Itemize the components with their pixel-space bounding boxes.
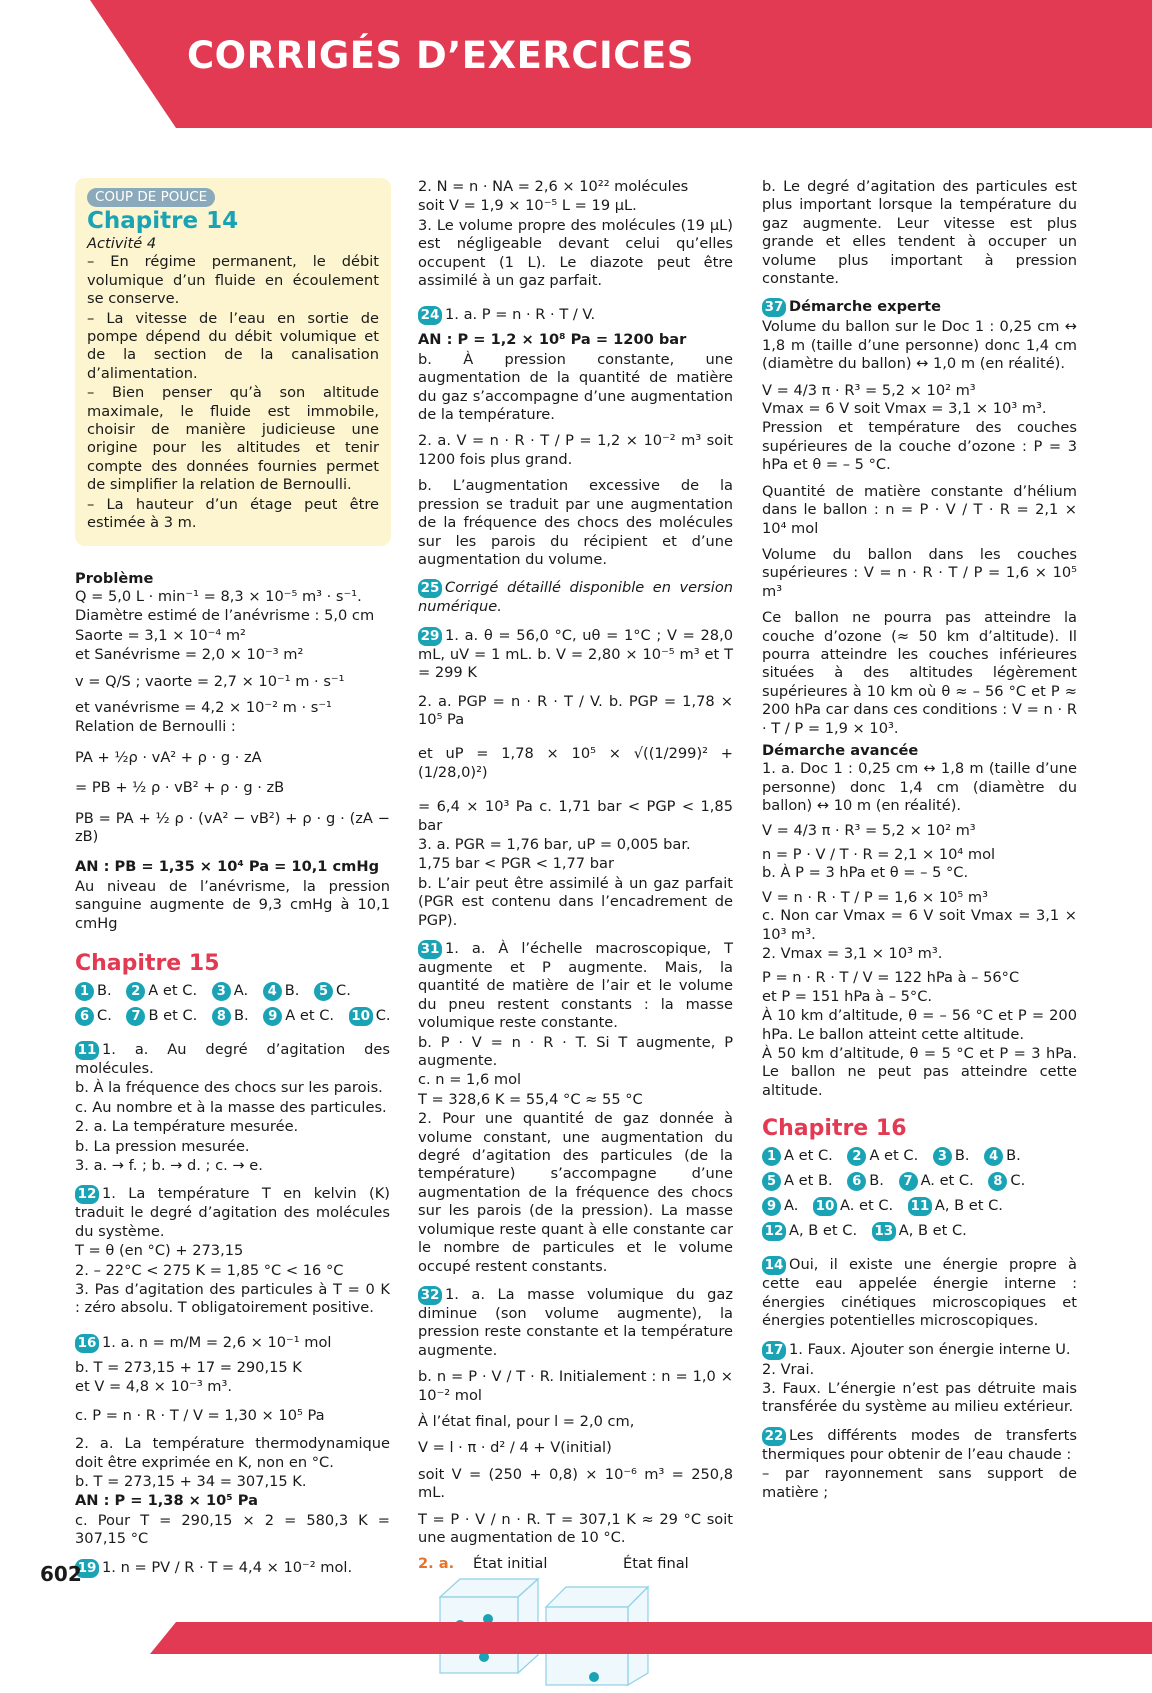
qcm-number: 9	[762, 1197, 781, 1216]
tip-line: – La vitesse de l’eau en sortie de pompe dépend du débit volumique et de la section de la canalisation d’alimentation.	[87, 309, 379, 382]
exercise-line: 2. a. PGP = n · R · T / V. b. PGP = 1,78 × 10⁵ Pa	[418, 692, 733, 728]
exercise-line: et uP = 1,78 × 10⁵ × √((1/299)² + (1/28,0)²)	[418, 745, 733, 781]
exercise-line: soit V = (250 + 0,8) × 10⁻⁶ m³ = 250,8 mL.	[418, 1465, 733, 1502]
qcm-number: 12	[762, 1222, 786, 1241]
exercise-number: 25	[418, 579, 442, 598]
qcm-number: 5	[314, 982, 333, 1001]
exercise-line: b. n = P · V / T · R. Initialement : n = 1,0 × 10⁻² mol	[418, 1368, 733, 1404]
exercise-line: 1. Faux. Ajouter son énergie interne U.	[789, 1340, 1071, 1358]
exercise-line: – par rayonnement sans support de matière ;	[762, 1465, 1077, 1501]
exercise-line: Quantité de matière constante d’hélium dans le ballon : n = P · V / T · R = 2,1 × 10⁴ mol	[762, 482, 1077, 537]
column-2	[418, 178, 733, 1693]
exercise-number: 24	[418, 306, 442, 325]
exercise-25	[418, 579, 733, 616]
qcm-answer: A et B.	[784, 1172, 833, 1190]
exercise-line: b. L’air peut être assimilé à un gaz parfait (PGR est contenu dans l’encadrement de PGP).	[418, 874, 733, 929]
qcm-number: 7	[126, 1007, 145, 1026]
qcm-number: 7	[899, 1172, 918, 1191]
qcm-number: 13	[872, 1222, 896, 1241]
exercise-number: 31	[418, 940, 442, 959]
exercise-line: c. Pour T = 290,15 × 2 = 580,3 K = 307,15 °C	[75, 1511, 390, 1548]
qcm16-row-3	[762, 1197, 1077, 1216]
problem-line: AN : PB = 1,35 × 10⁴ Pa = 10,1 cmHg	[75, 858, 380, 876]
exercise-line: 2. a.	[418, 1555, 455, 1573]
qcm-answer: B.	[869, 1172, 884, 1190]
qcm-answer: B.	[1006, 1147, 1021, 1165]
qcm-number: 9	[263, 1007, 282, 1026]
qcm16-row-1	[762, 1147, 1077, 1166]
exercise-11	[75, 1041, 390, 1078]
problem-line: Saorte = 3,1 × 10⁻⁴ m²	[75, 626, 246, 644]
intro-line: 3. Le volume propre des molécules (19 µL) est négligeable devant celui qu’elles occupent (1 L). Le diazote peut être assimilé à un gaz parfait.	[418, 216, 733, 290]
page-number: 602	[40, 1562, 82, 1586]
qcm-number: 10	[813, 1197, 837, 1216]
qcm-answer: A et C.	[285, 1007, 335, 1024]
tip-badge: COUP DE POUCE	[87, 188, 215, 207]
problem-line: Au niveau de l’anévrisme, la pression sanguine augmente de 9,3 cmHg à 10,1 cmHg	[75, 877, 390, 932]
qcm-answer: B et C.	[148, 1007, 198, 1024]
exercise-line: 1. n = PV / R · T = 4,4 × 10⁻² mol.	[102, 1558, 353, 1576]
qcm-number: 8	[988, 1172, 1007, 1191]
exercise-number: 17	[762, 1341, 786, 1360]
exercise-line: b. À la fréquence des chocs sur les parois.	[75, 1079, 383, 1097]
exercise-line: 2. – 22°C < 275 K = 1,85 °C < 16 °C	[75, 1261, 344, 1279]
qcm-number: 3	[933, 1147, 952, 1166]
exercise-line: T = θ (en °C) + 273,15	[75, 1242, 244, 1260]
problem-line: PA + ½ρ · vA² + ρ · g · zA	[75, 748, 262, 766]
exercise-line: b. P · V = n · R · T. Si T augmente, P augmente.	[418, 1033, 733, 1070]
exercise-line: b. La pression mesurée.	[75, 1137, 250, 1155]
exercise-line: b. T = 273,15 + 17 = 290,15 K	[75, 1358, 302, 1376]
exercise-line: 1. a. P = n · R · T / V.	[445, 306, 596, 324]
qcm-answer: B.	[954, 1147, 970, 1165]
exercise-line: 1. a. La masse volumique du gaz diminue (son volume augmente), la pression reste constante et la température augmente.	[418, 1285, 733, 1359]
qcm-number: 8	[212, 1007, 231, 1026]
exercise-line: c. Au nombre et à la masse des particules.	[75, 1098, 387, 1116]
qcm-number: 2	[847, 1147, 866, 1166]
exercise-line: Volume du ballon dans les couches supérieures : V = n · R · T / P = 1,6 × 10⁵ m³	[762, 545, 1077, 600]
exercise-line: V = l · π · d² / 4 + V(initial)	[418, 1439, 612, 1457]
exercise-line: b. T = 273,15 + 34 = 307,15 K.	[75, 1472, 307, 1490]
exercise-number: 14	[762, 1256, 786, 1275]
qcm-answer: A. et C.	[840, 1197, 894, 1215]
advanced-line: P = n · R · T / V = 122 hPa à – 56°C	[762, 969, 1020, 987]
exercise-text: Oui, il existe une énergie propre à cette eau appelée énergie interne : énergies cinétiques microscopiques et énergies potentielles microscopiques.	[762, 1256, 1077, 1330]
qcm-number: 4	[263, 982, 282, 1001]
exercise-37	[762, 298, 1077, 317]
qcm-answer: A, B et C.	[934, 1197, 1003, 1215]
problem-line: v = Q/S ; vaorte = 2,7 × 10⁻¹ m · s⁻¹	[75, 672, 345, 690]
advanced-line: c. Non car Vmax = 6 V soit Vmax = 3,1 × 10³ m³.	[762, 907, 1077, 943]
problem-line: PB = PA + ½ ρ · (vA² − vB²) + ρ · g · (zA − zB)	[75, 809, 390, 845]
qcm-answer: C.	[336, 982, 351, 999]
exercise-number: 12	[75, 1185, 99, 1204]
exercise-line: Ce ballon ne pourra pas atteindre la couche d’ozone (≈ 50 km d’altitude). Il pourra atteindre les couches inférieures situées à des altitudes légèrement supérieures à 10 km où θ ≈ – 56 °C et P ≈ 200 hPa car dans ces conditions : V = n · R · T / P = 1,9 × 10³.	[762, 609, 1077, 737]
exercise-text: Corrigé détaillé disponible en version numérique.	[418, 579, 733, 616]
exercise-line: 2. Pour une quantité de gaz donnée à volume constant, une augmentation du degré d’agitation des particules (de la température) s’accompagne d’une augmentation de la fréquence des chocs sur les parois (de la pression). La masse volumique reste quant à elle constante car le nombre de particules et le volume occupé restent constants.	[418, 1110, 733, 1275]
particle	[589, 1672, 599, 1682]
exercise-line: Volume du ballon sur le Doc 1 : 0,25 cm ↔ 1,8 m (taille d’une personne) donc 1,4 cm (diamètre du ballon) ↔ 1,0 m (en réalité).	[762, 318, 1077, 373]
exercise-number: 11	[75, 1041, 99, 1060]
qcm-number: 2	[126, 982, 145, 1001]
qcm15-row-2	[75, 1007, 390, 1026]
exercise-29	[418, 627, 733, 683]
tip-box	[75, 178, 391, 546]
chapter-16-title: Chapitre 16	[762, 1116, 907, 1142]
exercise-line: 2. a. V = n · R · T / P = 1,2 × 10⁻² m³ soit 1200 fois plus grand.	[418, 432, 733, 468]
exercise-line: 1. a. Au degré d’agitation des molécules.	[75, 1041, 390, 1077]
exercise-line: c. P = n · R · T / V = 1,30 × 10⁵ Pa	[75, 1406, 325, 1424]
qcm-number: 10	[349, 1007, 373, 1026]
exercise-17	[762, 1341, 1077, 1360]
exercise-line: b. À pression constante, une augmentation de la quantité de matière du gaz s’accompagne d’une augmentation de la température.	[418, 350, 733, 424]
qcm-number: 1	[75, 982, 94, 1001]
exercise-line: T = P · V / n · R. T = 307,1 K ≈ 29 °C soit une augmentation de 10 °C.	[418, 1510, 733, 1546]
exercise-16	[75, 1334, 390, 1353]
exercise-24	[418, 306, 733, 325]
intro-line: 2. N = n · NA = 2,6 × 10²² molécules	[418, 178, 689, 195]
qcm-answer: A, B et C.	[898, 1222, 967, 1240]
intro-paragraph: b. Le degré d’agitation des particules est plus important lorsque la température du gaz augmente. Leur vitesse est plus grande et elles tendent à occuper un volume plus important à pression constante.	[762, 178, 1077, 288]
qcm-number: 5	[762, 1172, 781, 1191]
qcm-answer: B.	[97, 982, 112, 999]
qcm-number: 6	[75, 1007, 94, 1026]
exercise-number: 37	[762, 298, 786, 317]
exercise-22	[762, 1427, 1077, 1464]
exercise-line: 1. a. θ = 56,0 °C, uθ = 1°C ; V = 28,0 mL, uV = 1 mL. b. V = 2,80 × 10⁻⁵ m³ et T = 299 K	[418, 626, 733, 682]
exercise-line: c. n = 1,6 mol	[418, 1071, 522, 1089]
exercise-line: 3. Pas d’agitation des particules à T = 0 K : zéro absolu. T obligatoirement positive.	[75, 1281, 390, 1317]
header-banner	[0, 0, 1152, 128]
exercise-line: 3. a. PGR = 1,76 bar, uP = 0,005 bar.	[418, 835, 691, 853]
exercise-line: Pression et température des couches supérieures de la couche d’ozone : P = 3 hPa et θ = – 5 °C.	[762, 419, 1077, 474]
qcm-answer: A.	[233, 982, 249, 999]
tip-chapter: Chapitre 14	[87, 208, 239, 234]
qcm-answer: C.	[1010, 1172, 1026, 1190]
footer-band	[0, 1622, 1152, 1654]
advanced-line: n = P · V / T · R = 2,1 × 10⁴ mol	[762, 846, 996, 863]
qcm-answer: C.	[97, 1007, 112, 1024]
exercise-line: 3. a. → f. ; b. → d. ; c. → e.	[75, 1157, 263, 1175]
advanced-line: b. À P = 3 hPa et θ = – 5 °C.	[762, 864, 969, 882]
exercise-12	[75, 1185, 390, 1241]
qcm-answer: A et C.	[148, 982, 198, 999]
exercise-line: 3. Faux. L’énergie n’est pas détruite mais transférée du système au milieu extérieur.	[762, 1379, 1077, 1416]
tip-line: – La hauteur d’un étage peut être estimée à 3 m.	[87, 495, 379, 532]
exercise-line: AN : P = 1,2 × 10⁸ Pa = 1200 bar	[418, 331, 687, 349]
exercise-31	[418, 940, 733, 1033]
qcm-answer: A.	[784, 1197, 799, 1215]
qcm-answer: A. et C.	[920, 1172, 974, 1190]
exercise-line: 1. La température T en kelvin (K) traduit le degré d’agitation des molécules du système.	[75, 1185, 390, 1240]
intro-line: soit V = 1,9 × 10⁻⁵ L = 19 µL.	[418, 197, 637, 215]
qcm-answer: C.	[375, 1007, 391, 1024]
qcm-number: 6	[847, 1172, 866, 1191]
exercise-number: 19	[75, 1559, 99, 1578]
advanced-line: À 10 km d’altitude, θ = – 56 °C et P = 200 hPa. Le ballon atteint cette altitude.	[762, 1007, 1077, 1043]
exercise-number: 16	[75, 1334, 99, 1353]
qcm-number: 11	[908, 1197, 932, 1216]
page-title: CORRIGÉS D’EXERCICES	[187, 34, 694, 77]
qcm15-row-1	[75, 982, 390, 1001]
figure-label-initial: État initial	[473, 1555, 548, 1573]
exercise-line: AN : P = 1,38 × 10⁵ Pa	[75, 1492, 258, 1510]
advanced-line: 1. a. Doc 1 : 0,25 cm ↔ 1,8 m (taille d’une personne) donc 1,4 cm (diamètre du ballon) ↔ 10 m (en réalité).	[762, 760, 1077, 815]
exercise-number: 22	[762, 1427, 786, 1446]
problem-line: et vanévrisme = 4,2 × 10⁻² m · s⁻¹	[75, 698, 332, 716]
tip-line: – Bien penser qu’à son altitude maximale, le fluide est immobile, choisir de manière judicieuse une origine pour les altitudes et tenir compte des données fournies permet de simplifier la relation de Bernoulli.	[87, 384, 379, 494]
exercise-number: 29	[418, 627, 442, 646]
exercise-line: Les différents modes de transferts thermiques pour obtenir de l’eau chaude :	[762, 1426, 1077, 1463]
qcm-answer: A, B et C.	[789, 1222, 858, 1240]
exercise-line: Vmax = 6 V soit Vmax = 3,1 × 10³ m³.	[762, 400, 1047, 418]
exercise-14	[762, 1256, 1077, 1330]
exercise-line: 2. Vrai.	[762, 1360, 815, 1378]
qcm16-row-4	[762, 1222, 1077, 1241]
problem-line: = PB + ½ ρ · vB² + ρ · g · zB	[75, 779, 285, 797]
exercise-line: = 6,4 × 10³ Pa c. 1,71 bar < PGP < 1,85 bar	[418, 798, 733, 834]
exercise-line: 1. a. n = m/M = 2,6 × 10⁻¹ mol	[102, 1333, 332, 1351]
qcm-number: 1	[762, 1147, 781, 1166]
tip-line: – En régime permanent, le débit volumique d’un fluide en écoulement se conserve.	[87, 253, 379, 308]
exercise-19	[75, 1559, 390, 1578]
advanced-line: À 50 km d’altitude, θ = 5 °C et P = 3 hPa. Le ballon ne peut pas atteindre cette altitude.	[762, 1045, 1077, 1099]
exercise-line: 2. a. La température thermodynamique doit être exprimée en K, non en °C.	[75, 1435, 390, 1471]
qcm-number: 3	[212, 982, 231, 1001]
problem-line: et Sanévrisme = 2,0 × 10⁻³ m²	[75, 646, 304, 664]
exercise-line: V = 4/3 π · R³ = 5,2 × 10² m³	[762, 381, 976, 399]
problem-line: Q = 5,0 L · min⁻¹ = 8,3 × 10⁻⁵ m³ · s⁻¹.	[75, 587, 362, 605]
advanced-line: V = n · R · T / P = 1,6 × 10⁵ m³	[762, 888, 988, 906]
figure-label-final: État final	[623, 1555, 689, 1573]
qcm-answer: B.	[284, 982, 300, 999]
advanced-line: V = 4/3 π · R³ = 5,2 × 10² m³	[762, 821, 976, 839]
advanced-line: et P = 151 hPa à – 5°C.	[762, 987, 933, 1005]
column-1	[75, 178, 390, 1579]
exercise-line: et V = 4,8 × 10⁻³ m³.	[75, 1378, 233, 1396]
column-3	[762, 178, 1077, 1503]
exercise-line: À l’état final, pour l = 2,0 cm,	[418, 1412, 635, 1430]
exercise-number: 32	[418, 1286, 442, 1305]
qcm-answer: A et C.	[869, 1147, 919, 1165]
exercise-line: b. L’augmentation excessive de la pression se traduit par une augmentation de la fréquence des chocs des molécules sur les parois du récipient et d’une augmentation du volume.	[418, 477, 733, 568]
advanced-title: Démarche avancée	[762, 741, 919, 759]
exercise-line: 2. a. La température mesurée.	[75, 1118, 299, 1136]
problem-line: Relation de Bernoulli :	[75, 718, 236, 736]
problem-title: Problème	[75, 569, 154, 587]
exercise-title: Démarche experte	[789, 298, 942, 316]
advanced-line: 2. Vmax = 3,1 × 10³ m³.	[762, 945, 943, 963]
chapter-15-title: Chapitre 15	[75, 951, 220, 976]
qcm-answer: A et C.	[784, 1147, 833, 1165]
exercise-line: 1. a. À l’échelle macroscopique, T augmente et P augmente. Mais, la quantité de matière de l’air et le volume du pneu restent constants : la masse volumique reste constante.	[418, 940, 733, 1032]
figure-labels	[418, 1555, 733, 1577]
qcm16-row-2	[762, 1172, 1077, 1191]
tip-activity: Activité 4	[87, 235, 157, 252]
exercise-line: 1,75 bar < PGR < 1,77 bar	[418, 855, 614, 873]
exercise-line: T = 328,6 K = 55,4 °C ≈ 55 °C	[418, 1090, 643, 1108]
exercise-32	[418, 1286, 733, 1360]
qcm-number: 4	[984, 1147, 1003, 1166]
qcm-answer: B.	[233, 1007, 249, 1024]
problem-line: Diamètre estimé de l’anévrisme : 5,0 cm	[75, 607, 375, 625]
